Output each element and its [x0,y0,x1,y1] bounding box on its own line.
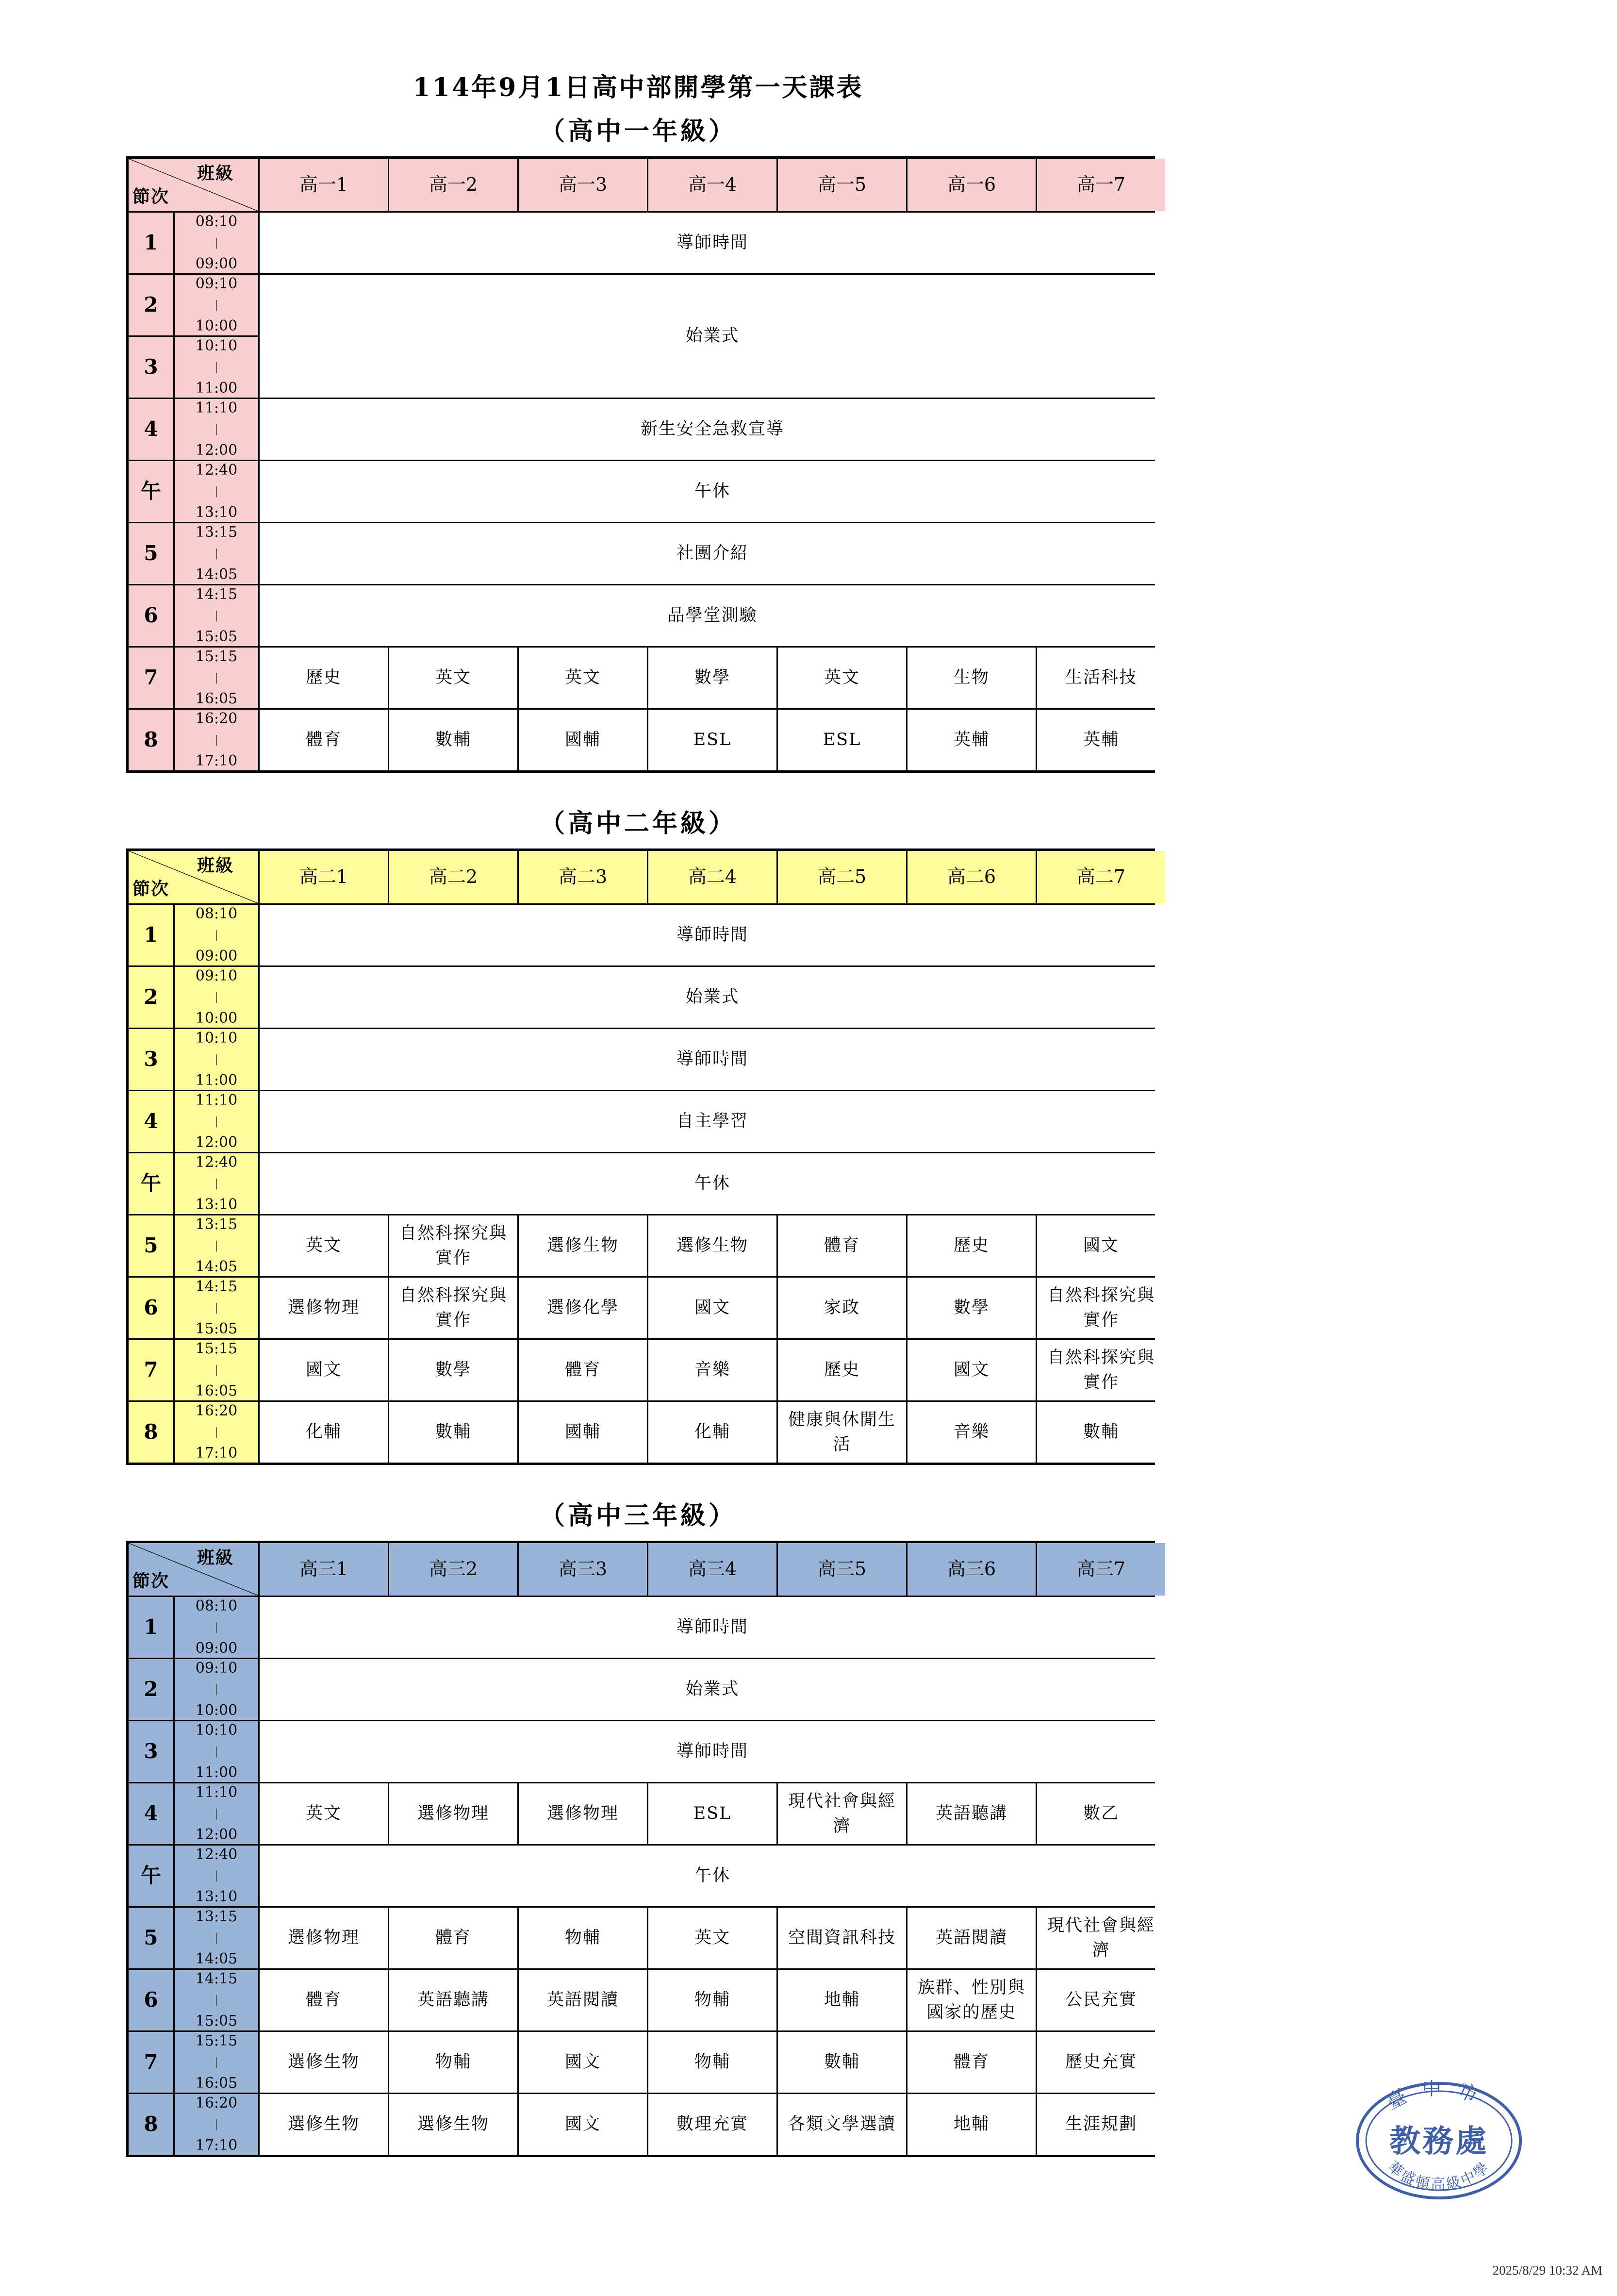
period-number: 5 [129,523,173,584]
stamp-bottom-text: 華盛頓高級中學 [1384,2158,1494,2193]
class-subject-cell: 數學 [908,1278,1036,1338]
class-subject-cell: 數輔 [389,710,517,770]
class-subject-cell: 選修生物 [648,1215,776,1276]
class-subject-cell: 歷史 [778,1340,906,1400]
class-subject-cell: 選修化學 [519,1278,647,1338]
period-start: 09:10 [195,1660,238,1677]
class-subject-cell: 物輔 [648,1970,776,2030]
class-subject-cell: 英語聽講 [908,1783,1036,1844]
period-time [175,967,258,1028]
class-header: 高三5 [778,1543,906,1596]
period-number: 午 [129,461,173,522]
period-start: 11:10 [195,399,238,416]
time-separator: | [214,236,218,249]
class-subject-cell: 化輔 [260,1402,388,1463]
time-separator: | [214,2056,218,2068]
header-corner [129,159,258,211]
class-subject-cell: 化輔 [648,1402,776,1463]
period-end: 14:05 [195,566,238,583]
class-subject-cell: 生活科技 [1037,648,1165,708]
class-header: 高一2 [389,159,517,211]
class-subject-cell: 國文 [648,1278,776,1338]
time-separator: | [214,1869,218,1882]
period-end: 17:10 [195,2137,238,2154]
period-number: 6 [129,1278,173,1338]
class-subject-cell: 現代社會與經濟 [778,1783,906,1844]
svg-text:臺中市 [1383,2080,1495,2114]
class-subject-cell: 歷史充實 [1037,2032,1165,2093]
class-subject-cell: 自然科探究與實作 [1037,1340,1165,1400]
class-subject-cell: 選修生物 [519,1215,647,1276]
merged-activity-cell: 自主學習 [260,1091,1165,1152]
period-number: 2 [129,275,173,335]
class-header: 高三7 [1037,1543,1165,1596]
period-time [175,461,258,522]
period-start: 14:15 [195,586,238,603]
period-number: 7 [129,2032,173,2093]
period-start: 13:15 [195,1908,238,1925]
period-start: 10:10 [195,1030,238,1047]
period-time [175,1215,258,1276]
period-number: 5 [129,1215,173,1276]
class-subject-cell: 生物 [908,648,1036,708]
time-separator: | [214,1053,218,1065]
class-header: 高三3 [519,1543,647,1596]
period-start: 15:15 [195,648,238,665]
corner-class-label: 班級 [197,163,234,183]
time-separator: | [214,2118,218,2130]
period-number: 3 [129,337,173,398]
class-header: 高一1 [260,159,388,211]
period-time [175,710,258,770]
period-end: 13:10 [195,504,238,521]
period-number: 2 [129,1659,173,1720]
class-subject-cell: 國文 [519,2094,647,2155]
period-number: 午 [129,1846,173,1906]
period-start: 16:20 [195,710,238,727]
svg-text:華盛頓高級中學 [1385,2158,1494,2193]
merged-activity-cell: 社團介紹 [260,523,1165,584]
corner-period-label: 節次 [132,878,170,899]
period-end: 12:00 [195,1826,238,1843]
class-header: 高三6 [908,1543,1036,1596]
period-number: 3 [129,1721,173,1782]
class-header: 高二1 [260,851,388,903]
class-subject-cell: 數輔 [1037,1402,1165,1463]
class-header: 高一7 [1037,159,1165,211]
period-time [175,1908,258,1968]
grade-subtitle: （高中一年級） [539,116,737,146]
class-subject-cell: 選修生物 [260,2032,388,2093]
period-number: 7 [129,648,173,708]
class-subject-cell: 選修物理 [260,1908,388,1968]
grade-subtitle: （高中三年級） [539,1501,737,1531]
time-separator: | [214,991,218,1003]
period-time [175,399,258,460]
corner-period-label: 節次 [132,1570,170,1591]
period-time [175,1846,258,1906]
period-number: 4 [129,1091,173,1152]
period-number: 5 [129,1908,173,1968]
period-start: 12:40 [195,1846,238,1863]
time-separator: | [214,671,218,684]
time-separator: | [214,609,218,622]
timetable-grid [126,156,1155,773]
period-end: 13:10 [195,1196,238,1213]
period-end: 09:00 [195,255,238,272]
class-subject-cell: 體育 [778,1215,906,1276]
class-subject-cell: 自然科探究與實作 [389,1215,517,1276]
class-header: 高二2 [389,851,517,903]
time-separator: | [214,1426,218,1438]
period-end: 15:05 [195,628,238,645]
merged-activity-cell: 導師時間 [260,1597,1165,1658]
class-subject-cell: 選修物理 [389,1783,517,1844]
class-subject-cell: 數乙 [1037,1783,1165,1844]
period-number: 1 [129,213,173,273]
header-corner [129,851,258,903]
class-subject-cell: ESL [648,710,776,770]
time-separator: | [214,1931,218,1944]
class-subject-cell: 數學 [389,1340,517,1400]
period-number: 午 [129,1153,173,1214]
period-start: 12:40 [195,1154,238,1171]
corner-period-label: 節次 [132,186,170,207]
time-separator: | [214,1239,218,1252]
time-separator: | [214,1301,218,1314]
period-start: 08:10 [195,1597,238,1614]
class-subject-cell: 公民充實 [1037,1970,1165,2030]
period-start: 14:15 [195,1970,238,1987]
class-header: 高一3 [519,159,647,211]
period-start: 15:15 [195,2032,238,2049]
period-end: 11:00 [195,380,238,397]
period-start: 12:40 [195,462,238,479]
class-subject-cell: 物輔 [389,2032,517,2093]
period-start: 10:10 [195,1722,238,1739]
period-start: 10:10 [195,337,238,354]
time-separator: | [214,299,218,311]
period-number: 4 [129,399,173,460]
class-subject-cell: 英文 [778,648,906,708]
time-separator: | [214,1115,218,1128]
class-subject-cell: 國文 [519,2032,647,2093]
class-subject-cell: 歷史 [908,1215,1036,1276]
period-end: 09:00 [195,1640,238,1657]
merged-activity-cell: 始業式 [260,1659,1165,1720]
class-subject-cell: 數輔 [389,1402,517,1463]
period-end: 09:00 [195,948,238,965]
class-subject-cell: 英語聽講 [389,1970,517,2030]
period-end: 13:10 [195,1888,238,1905]
class-subject-cell: 國輔 [519,710,647,770]
period-start: 15:15 [195,1340,238,1357]
print-timestamp: 2025/8/29 10:32 AM [1492,2263,1602,2278]
class-subject-cell: 家政 [778,1278,906,1338]
class-subject-cell: 國文 [260,1340,388,1400]
time-separator: | [214,1683,218,1696]
timetable-grid [126,849,1155,1465]
class-subject-cell: 選修生物 [389,2094,517,2155]
period-end: 12:00 [195,442,238,459]
class-header: 高一6 [908,159,1036,211]
class-header: 高一4 [648,159,776,211]
time-separator: | [214,423,218,435]
period-start: 16:20 [195,1402,238,1419]
period-time [175,1597,258,1658]
merged-activity-cell: 始業式 [260,967,1165,1028]
class-subject-cell: 歷史 [260,648,388,708]
time-separator: | [214,733,218,746]
class-subject-cell: 國輔 [519,1402,647,1463]
class-subject-cell: 族群、性別與國家的歷史 [908,1970,1036,2030]
class-subject-cell: 國文 [908,1340,1036,1400]
period-time [175,1659,258,1720]
corner-class-label: 班級 [197,855,234,876]
period-end: 17:10 [195,1445,238,1462]
class-subject-cell: 英文 [260,1783,388,1844]
period-time [175,1402,258,1463]
class-subject-cell: 音樂 [648,1340,776,1400]
class-header: 高二4 [648,851,776,903]
period-number: 6 [129,585,173,646]
period-number: 3 [129,1029,173,1090]
class-subject-cell: 體育 [260,710,388,770]
period-time [175,213,258,273]
merged-activity-cell: 午休 [260,1846,1165,1906]
class-subject-cell: 物輔 [519,1908,647,1968]
class-subject-cell: 自然科探究與實作 [1037,1278,1165,1338]
merged-activity-cell: 導師時間 [260,905,1165,965]
class-subject-cell: 體育 [908,2032,1036,2093]
merged-activity-cell: 導師時間 [260,1029,1165,1090]
class-subject-cell: 英文 [260,1215,388,1276]
time-separator: | [214,1177,218,1190]
period-number: 4 [129,1783,173,1844]
class-subject-cell: 物輔 [648,2032,776,2093]
time-separator: | [214,929,218,941]
period-end: 11:00 [195,1764,238,1781]
class-header: 高三1 [260,1543,388,1596]
class-subject-cell: ESL [648,1783,776,1844]
period-start: 08:10 [195,905,238,922]
class-header: 高一5 [778,159,906,211]
class-subject-cell: 英輔 [908,710,1036,770]
time-separator: | [214,1621,218,1633]
time-separator: | [214,485,218,498]
period-number: 6 [129,1970,173,2030]
class-subject-cell: 體育 [519,1340,647,1400]
stamp-center-text: 教務處 [1389,2123,1488,2160]
class-header: 高三2 [389,1543,517,1596]
class-subject-cell: 音樂 [908,1402,1036,1463]
period-start: 13:15 [195,1216,238,1233]
period-time [175,585,258,646]
period-end: 16:05 [195,690,238,707]
period-time [175,905,258,965]
class-subject-cell: 選修生物 [260,2094,388,2155]
class-subject-cell: 英語閱讀 [908,1908,1036,1968]
class-subject-cell: 數學 [648,648,776,708]
period-time [175,523,258,584]
period-time [175,2094,258,2155]
class-subject-cell: 空間資訊科技 [778,1908,906,1968]
period-start: 11:10 [195,1092,238,1109]
period-start: 11:10 [195,1784,238,1801]
corner-class-label: 班級 [197,1547,234,1568]
class-subject-cell: 現代社會與經濟 [1037,1908,1165,1968]
class-subject-cell: 英語閱讀 [519,1970,647,2030]
class-subject-cell: 生涯規劃 [1037,2094,1165,2155]
class-subject-cell: 數理充實 [648,2094,776,2155]
class-header: 高二7 [1037,851,1165,903]
period-end: 15:05 [195,2013,238,2030]
class-header: 高二3 [519,851,647,903]
period-number: 2 [129,967,173,1028]
period-end: 16:05 [195,1382,238,1399]
class-subject-cell: 英文 [519,648,647,708]
merged-activity-cell: 新生安全急救宣導 [260,399,1165,460]
merged-activity-cell: 始業式 [260,275,1165,398]
period-end: 12:00 [195,1134,238,1151]
time-separator: | [214,1745,218,1758]
merged-activity-cell: 午休 [260,461,1165,522]
period-time [175,1970,258,2030]
period-time [175,648,258,708]
period-end: 11:00 [195,1072,238,1089]
class-subject-cell: 英輔 [1037,710,1165,770]
period-end: 10:00 [195,1702,238,1719]
period-time [175,1783,258,1844]
period-time [175,2032,258,2093]
period-start: 09:10 [195,275,238,292]
class-header: 高二5 [778,851,906,903]
period-start: 14:15 [195,1278,238,1295]
period-number: 1 [129,905,173,965]
period-number: 7 [129,1340,173,1400]
class-subject-cell: 數輔 [778,2032,906,2093]
period-end: 10:00 [195,317,238,334]
class-subject-cell: 英文 [648,1908,776,1968]
time-separator: | [214,1807,218,1820]
period-end: 15:05 [195,1320,238,1337]
grade-subtitle: （高中二年級） [539,809,737,838]
time-separator: | [214,547,218,560]
class-subject-cell: 英文 [389,648,517,708]
class-subject-cell: 體育 [389,1908,517,1968]
period-end: 10:00 [195,1010,238,1027]
period-time [175,1340,258,1400]
class-subject-cell: 各類文學選讀 [778,2094,906,2155]
period-number: 1 [129,1597,173,1658]
merged-activity-cell: 午休 [260,1153,1165,1214]
period-time [175,275,258,335]
class-subject-cell: ESL [778,710,906,770]
class-subject-cell: 地輔 [778,1970,906,2030]
class-subject-cell: 自然科探究與實作 [389,1278,517,1338]
period-end: 16:05 [195,2075,238,2092]
merged-activity-cell: 導師時間 [260,213,1165,273]
period-number: 8 [129,710,173,770]
class-subject-cell: 地輔 [908,2094,1036,2155]
period-end: 14:05 [195,1258,238,1275]
page-title: 114年9月1日高中部開學第一天課表 [412,73,864,102]
class-subject-cell: 國文 [1037,1215,1165,1276]
header-corner [129,1543,258,1596]
period-time [175,1278,258,1338]
timetable-grid [126,1541,1155,2157]
period-start: 08:10 [195,213,238,230]
period-start: 09:10 [195,967,238,984]
class-header: 高二6 [908,851,1036,903]
time-separator: | [214,1364,218,1376]
class-subject-cell: 選修物理 [519,1783,647,1844]
period-start: 13:15 [195,524,238,541]
period-time [175,1153,258,1214]
merged-activity-cell: 導師時間 [260,1721,1165,1782]
time-separator: | [214,1994,218,2006]
period-end: 14:05 [195,1950,238,1967]
period-time [175,337,258,398]
class-subject-cell: 健康與休閒生活 [778,1402,906,1463]
period-end: 17:10 [195,752,238,769]
class-subject-cell: 體育 [260,1970,388,2030]
school-seal-stamp [1354,2080,1524,2201]
class-subject-cell: 選修物理 [260,1278,388,1338]
period-time [175,1091,258,1152]
class-header: 高三4 [648,1543,776,1596]
period-number: 8 [129,1402,173,1463]
period-number: 8 [129,2094,173,2155]
merged-activity-cell: 品學堂測驗 [260,585,1165,646]
period-time [175,1721,258,1782]
period-start: 16:20 [195,2095,238,2112]
time-separator: | [214,361,218,373]
stamp-top-text: 臺中市 [1383,2080,1495,2114]
period-time [175,1029,258,1090]
